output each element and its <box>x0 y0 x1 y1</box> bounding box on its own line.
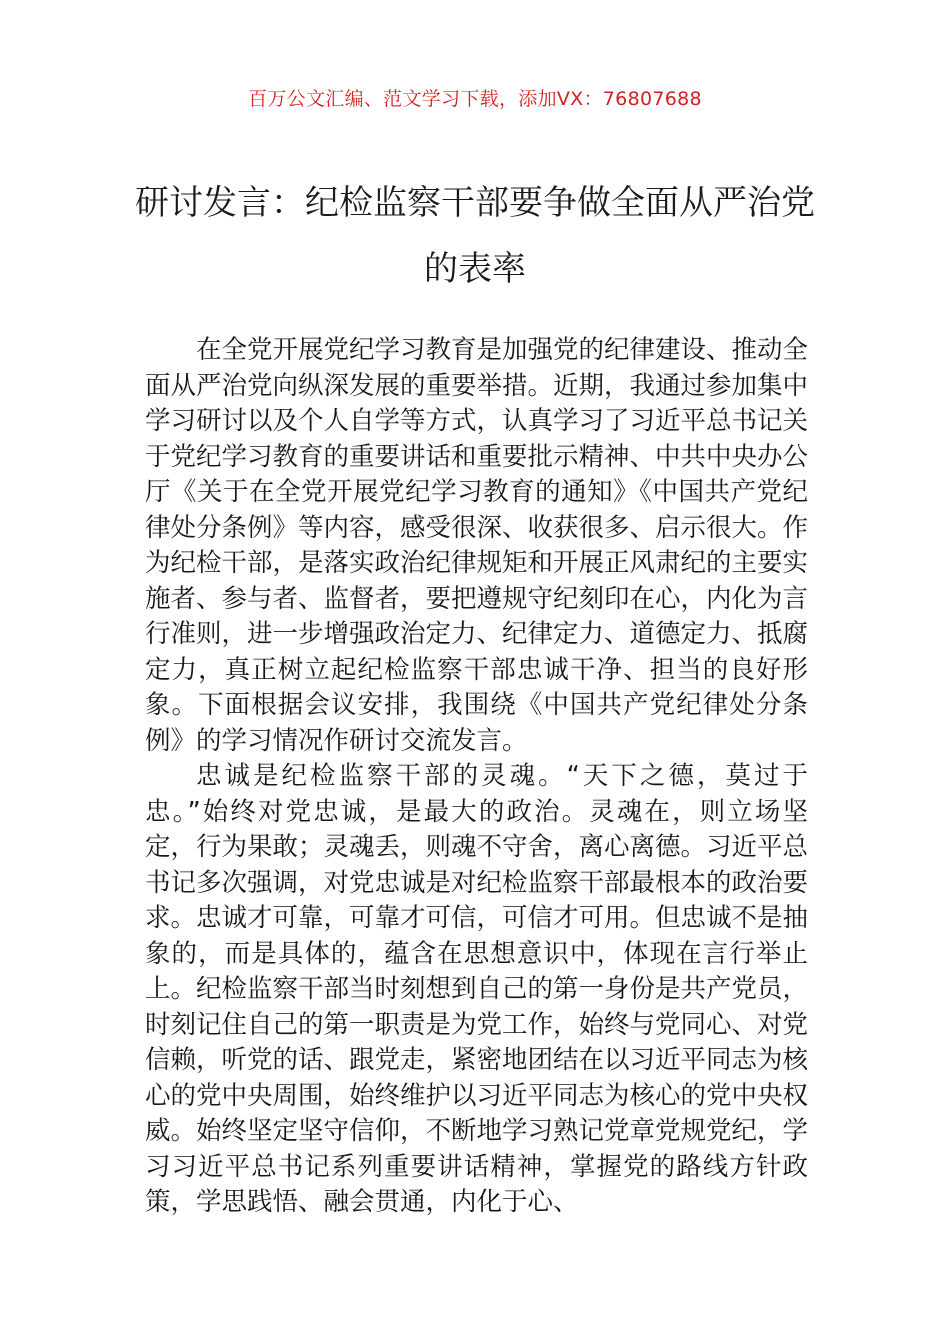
document-body <box>145 333 808 1221</box>
paragraph-2: 忠诚是纪检监察干部的灵魂。“天下之德，莫过于忠。”始终对党忠诚，是最大的政治。灵魂在，则立场坚定，行为果敢；灵魂丢，则魂不守舍，离心离德。习近平总书记多次强调，对党忠诚是对纪检监察干部最根本的政治要求。忠诚才可靠，可靠才可信，可信才可用。但忠诚不是抽象的，而是具体的，蕴含在思想意识中，体现在言行举止上。纪检监察干部当时刻想到自己的第一身份是共产党员，时刻记住自己的第一职责是为党工作，始终与党同心、对党信赖，听党的话、跟党走，紧密地团结在以习近平同志为核心的党中央周围，始终维护以习近平同志为核心的党中央权威。始终坚定坚守信仰，不断地学习熟记党章党规党纪，学习习近平总书记系列重要讲话精神，掌握党的路线方针政策，学思践悟、融会贯通，内化于心、 <box>145 761 809 1217</box>
header-notice: 百万公文汇编、范文学习下载，添加VX：76807688 <box>248 88 702 110</box>
paragraph-1: 在全党开展党纪学习教育是加强党的纪律建设、推动全面从严治党向纵深发展的重要举措。近期，我通过参加集中学习研讨以及个人自学等方式，认真学习了习近平总书记关于党纪学习教育的重要讲话和重要批示精神、中共中央办公厅《关于在全党开展党纪学习教育的通知》《中国共产党纪律处分条例》等内容，感受很深、收获很多、启示很大。作为纪检干部，是落实政治纪律规矩和开展正风肃纪的主要实施者、参与者、监督者，要把遵规守纪刻印在心，内化为言行准则，进一步增强政治定力、纪律定力、道德定力、抵腐定力，真正树立起纪检监察干部忠诚干净、担当的良好形象。下面根据会议安排，我围绕《中国共产党纪律处分条例》的学习情况作研讨交流发言。 <box>145 335 809 756</box>
document-title: 研讨发言：纪检监察干部要争做全面从严治党的表率 <box>135 183 815 289</box>
